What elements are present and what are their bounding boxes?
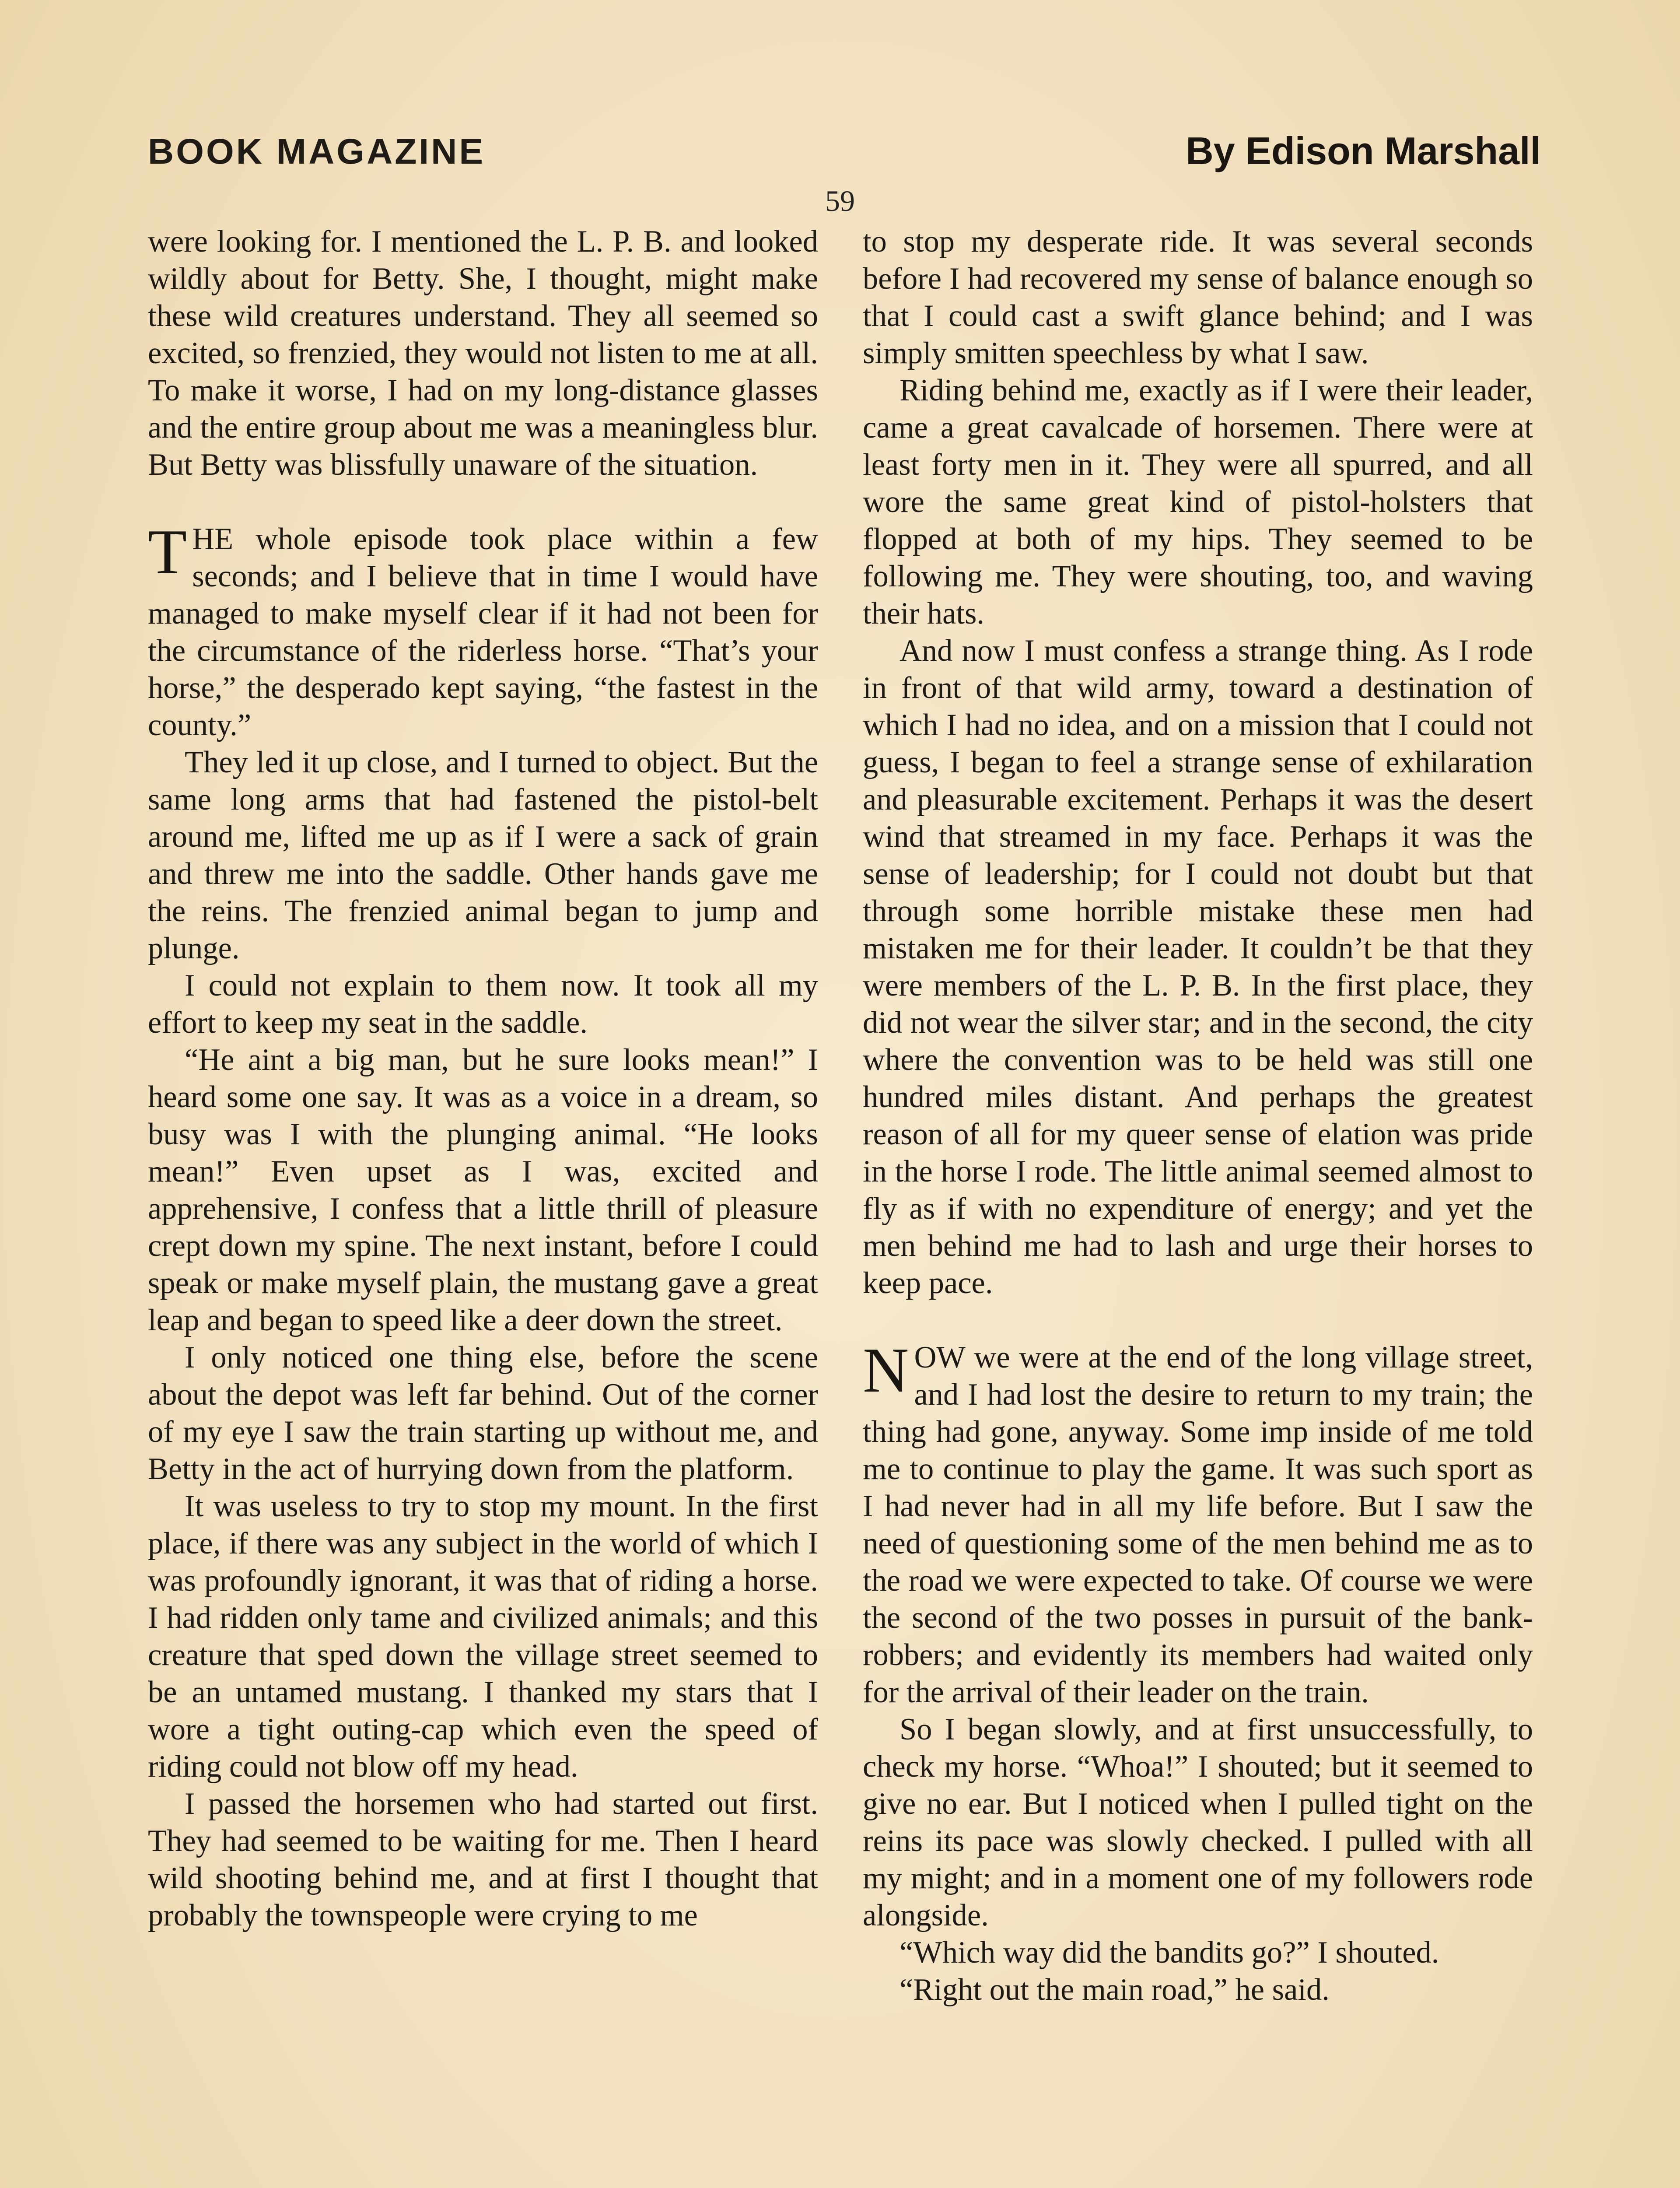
right-paragraph-3: And now I must confess a strange thing. As I rode in front of that wild army, toward a destination of which I had no idea, and on a mission that I could not guess, I began to feel a strange sense of exhilaration and pleasurable excitement. Perhaps it was the desert wind that streamed in my face. Perhaps it was the sense of leadership; for I could not doubt but that through some horrible mistake these men had mistaken me for their leader. It couldn’t be that they were members of the L. P. B. In the first place, they did not wear the silver star; and in the second, the city where the convention was to be held was still one hundred miles distant. And perhaps the greatest reason of all for my queer sense of elation was pride in the horse I rode. The little animal seemed almost to fly as if with no expenditure of energy; and yet the men behind me had to lash and urge their horses to keep pace.: [863, 634, 1533, 1300]
drop-cap-t: T: [148, 516, 187, 587]
left-paragraph-1: were looking for. I mentioned the L. P. B. and looked wildly about for Betty. She, I thought, might make these wild creatures understand. They all seemed so excited, so frenzied, they would not listen to me at all. To make it worse, I had on my long-distance glasses and the entire group about me was a meaningless blur. But Betty was blissfully unaware of the situation.: [148, 224, 818, 482]
right-paragraph-7: “Right out the main road,” he said.: [900, 1973, 1330, 2007]
drop-cap-n: N: [863, 1335, 909, 1406]
right-column: [863, 223, 1533, 2009]
running-head-author: By Edison Marshall: [1186, 129, 1541, 172]
page-number: 59: [825, 184, 855, 217]
left-paragraph-2: [148, 516, 818, 744]
right-paragraph-1: to stop my desperate ride. It was several seconds before I had recovered my sense of balance enough so that I could cast a swift glance behind; and I was simply smitten speechless by what I saw.: [863, 224, 1533, 370]
right-paragraph-4: [863, 1335, 1533, 1711]
left-paragraph-8: I passed the horsemen who had started out first. They had seemed to be waiting for me. Then I heard wild shooting behind me, and at first I thought that probably the townspeople were crying to me: [148, 1787, 818, 1932]
left-column: [148, 223, 818, 1934]
left-paragraph-5: “He aint a big man, but he sure looks mean!” I heard some one say. It was as a voice in a dream, so busy was I with the plunging animal. “He looks mean!” Even upset as I was, excited and apprehensive, I confess that a little thrill of pleasure crept down my spine. The next instant, before I could speak or make myself plain, the mustang gave a great leap and began to speed like a deer down the street.: [148, 1043, 818, 1337]
left-paragraph-3: They led it up close, and I turned to object. But the same long arms that had fastened the pistol-belt around me, lifted me up as if I were a sack of grain and threw me into the saddle. Other hands gave me the reins. The frenzied animal began to jump and plunge.: [148, 745, 818, 965]
left-paragraph-4: I could not explain to them now. It took all my effort to keep my seat in the saddle.: [148, 968, 818, 1040]
right-paragraph-5: So I began slowly, and at first unsuccessfully, to check my horse. “Whoa!” I shouted; but it seemed to give no ear. But I noticed when I pulled tight on the reins its pace was slowly checked. I pulled with all my might; and in a moment one of my followers rode alongside.: [863, 1712, 1533, 1932]
left-paragraph-2-text: HE whole episode took place within a few seconds; and I believe that in time I would have managed to make myself clear if it had not been for the circumstance of the riderless horse. “That’s your horse,” the desperado kept saying, “the fastest in the county.”: [148, 522, 818, 742]
right-paragraph-4-text: OW we were at the end of the long village street, and I had lost the desire to return to my train; the thing had gone, anyway. Some imp inside of me told me to continue to play the game. It was such sport as I had never had in all my life before. But I saw the need of questioning some of the men behind me as to the road we were expected to take. Of course we were the second of the two posses in pursuit of the bank-robbers; and evidently its members had waited only for the arrival of their leader on the train.: [863, 1340, 1533, 1709]
left-paragraph-6: I only noticed one thing else, before the scene about the depot was left far behind. Out of the corner of my eye I saw the train starting up without me, and Betty in the act of hurrying down from the platform.: [148, 1340, 818, 1486]
left-paragraph-7: It was useless to try to stop my mount. In the first place, if there was any subject in the world of which I was profoundly ignorant, it was that of riding a horse. I had ridden only tame and civilized animals; and this creature that sped down the village street seemed to be an untamed mustang. I thanked my stars that I wore a tight outing-cap which even the speed of riding could not blow off my head.: [148, 1489, 818, 1784]
right-paragraph-6: “Which way did the bandits go?” I shouted.: [900, 1936, 1439, 1970]
running-head-title: BOOK MAGAZINE: [148, 132, 486, 172]
right-paragraph-2: Riding behind me, exactly as if I were their leader, came a great cavalcade of horsemen. There were at least forty men in it. They were all spurred, and all wore the same great kind of pistol-holsters that flopped at both of my hips. They seemed to be following me. They were shouting, too, and waving their hats.: [863, 373, 1533, 631]
